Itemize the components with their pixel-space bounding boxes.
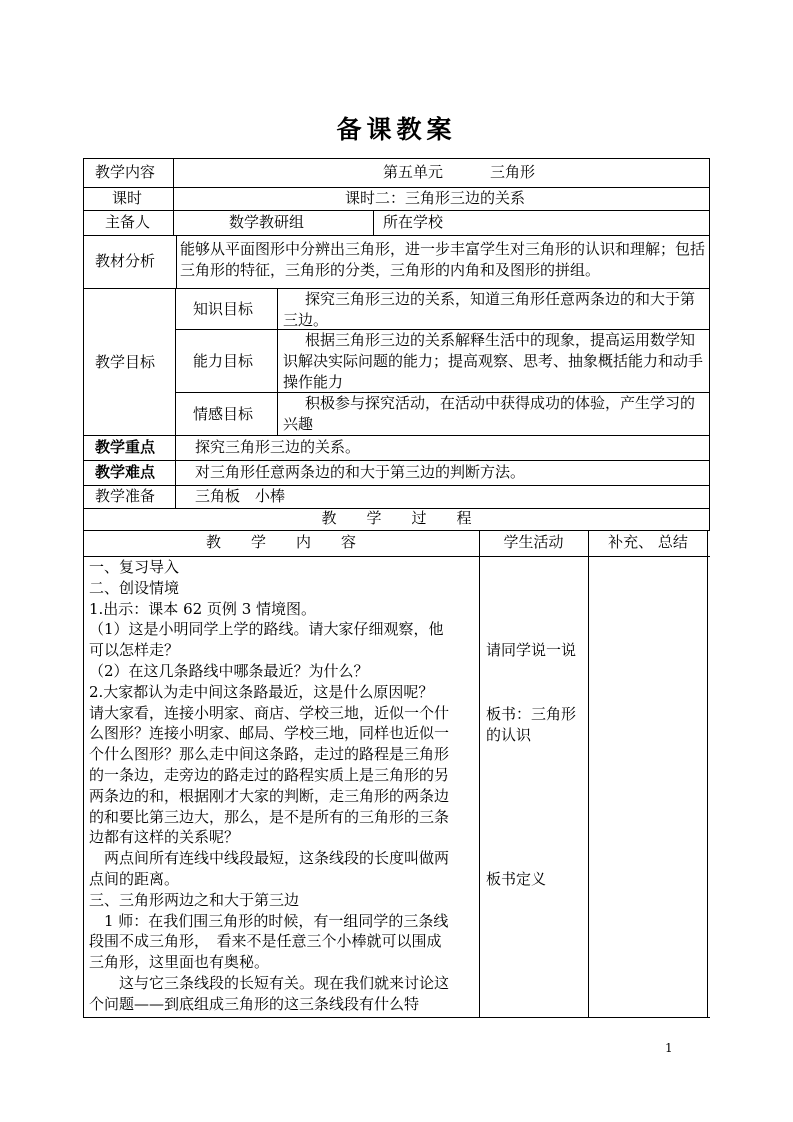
topic-value: 三角形: [490, 163, 536, 181]
process-line: 这与它三条线段的长短有关。现在我们就来讨论这: [89, 973, 450, 992]
process-line: 三角形，这里面也有奥秘。: [89, 953, 270, 972]
process-line: 可以怎样走？: [89, 641, 180, 660]
activity-board-recognition: 板书：三角形的认识: [486, 705, 577, 744]
emotion-text: 积极参与探究活动，在活动中获得成功的体验，产生学习的兴趣: [283, 394, 696, 433]
focus-text: 探究三角形三边的关系。: [195, 438, 361, 456]
lesson-label: 课时: [112, 189, 143, 207]
process-content: [89, 557, 479, 1015]
preparer-value: 数学教研组: [229, 213, 305, 231]
process-line: 的一条边，走旁边的路走过的路程实质上是三角形的另: [89, 765, 450, 784]
preparation-label: 教学准备: [95, 487, 156, 505]
focus-label: 教学重点: [95, 438, 156, 456]
process-line: 点间的距离。: [89, 869, 180, 888]
knowledge-text: 探究三角形三边的关系，知道三角形任意两条边的和大于第三边。: [283, 290, 696, 329]
preparer-label: 主备人: [105, 213, 151, 231]
goals-label: 教学目标: [95, 353, 156, 371]
process-line: 的和要比第三边大，那么，是不是所有的三角形的三条: [89, 807, 450, 826]
analysis-label: 教材分析: [95, 252, 156, 270]
emotion-label: 情感目标: [193, 405, 254, 423]
school-label: 所在学校: [383, 213, 444, 231]
process-line: （1）这是小明同学上学的路线。请大家仔细观察，他: [89, 620, 444, 639]
process-line: （2）在这几条路线中哪条最近？为什么？: [89, 661, 369, 680]
process-line: 二、创设情境: [89, 578, 180, 597]
page-number: 1: [665, 1041, 673, 1055]
activity-discuss: 请同学说一说: [486, 641, 577, 659]
unit-value: 第五单元: [383, 163, 444, 181]
difficulty-label: 教学难点: [95, 463, 156, 481]
process-line: 请大家看，连接小明家、商店、学校三地，近似一个什: [89, 703, 450, 722]
process-line: 1.出示：课本 62 页例 3 情境图。: [89, 599, 317, 618]
process-line: 两点间所有连线中线段最短，这条线段的长度叫做两: [89, 849, 450, 868]
process-line: 三、三角形两边之和大于第三边: [89, 890, 300, 909]
process-line: 个什么图形？那么走中间这条路，走过的路程是三角形: [89, 745, 450, 764]
process-line: 一、复习导入: [89, 558, 180, 576]
content-label: 教学内容: [95, 163, 156, 181]
analysis-text: 能够从平面图形中分辨出三角形，进一步丰富学生对三角形的认识和理解；包括三角形的特征，三角形的分类，三角形的内角和及图形的拼组。: [180, 240, 706, 279]
process-line: 段围不成三角形， 看来不是任意三个小棒就可以围成: [89, 932, 442, 951]
lesson-plan-table: [83, 158, 710, 1018]
activity-board-definition: 板书定义: [486, 870, 547, 888]
process-line: 1 师：在我们围三角形的时候，有一组同学的三条线: [89, 911, 449, 930]
process-line: 两条边的和，根据刚才大家的判断，走三角形的两条边: [89, 786, 450, 805]
lesson-value: 课时二：三角形三边的关系: [345, 189, 526, 207]
difficulty-text: 对三角形任意两条边的和大于第三边的判断方法。: [195, 463, 526, 481]
process-header: 教 学 过 程: [321, 509, 472, 527]
knowledge-label: 知识目标: [193, 300, 254, 318]
column-activity: 学生活动: [503, 533, 564, 551]
preparation-text: 三角板 小棒: [195, 487, 286, 505]
process-line: 边都有这样的关系呢？: [89, 828, 240, 847]
ability-text: 根据三角形三边的关系解释生活中的现象，提高运用数学知识解决实际问题的能力；提高观察、思考、抽象概括能力和动手操作能力: [283, 331, 704, 391]
process-line: 么图形？连接小明家、邮局、学校三地，同样也近似一: [89, 724, 450, 743]
page-title: 备课教案: [336, 115, 457, 144]
column-content: 教 学 内 容: [205, 533, 356, 551]
process-line: 个问题——到底组成三角形的这三条线段有什么特: [89, 994, 420, 1013]
column-notes: 补充、 总结: [608, 533, 688, 551]
process-line: 2.大家都认为走中间这条路最近，这是什么原因呢？: [89, 682, 434, 701]
ability-label: 能力目标: [193, 352, 254, 370]
